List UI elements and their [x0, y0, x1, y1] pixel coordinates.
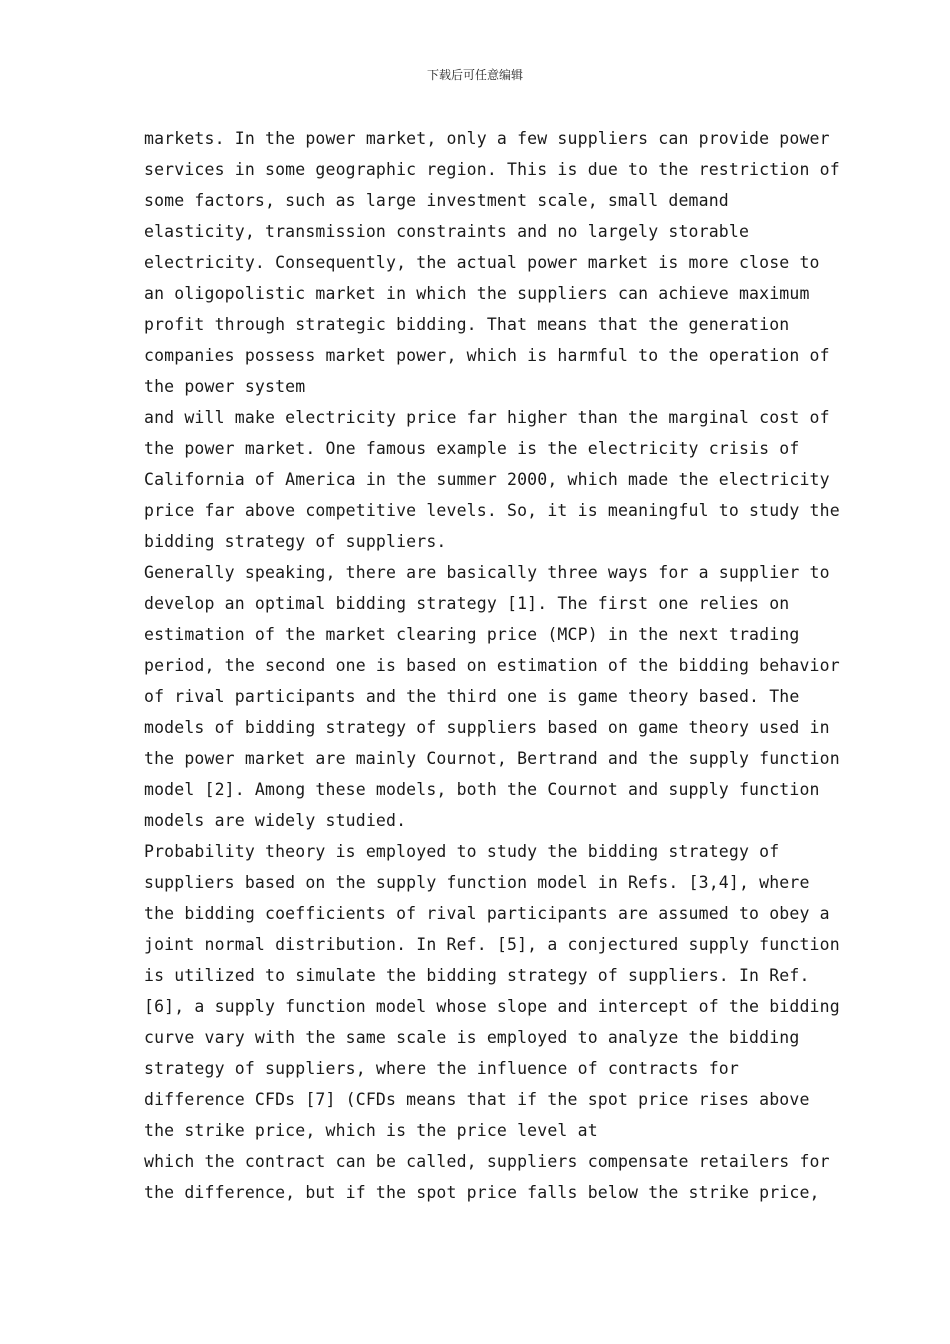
text-line: joint normal distribution. In Ref. [5], a conjectured supply function — [144, 935, 840, 954]
text-line: and will make electricity price far higher than the marginal cost of — [144, 408, 830, 427]
text-line: estimation of the market clearing price (MCP) in the next trading — [144, 625, 800, 644]
text-line: markets. In the power market, only a few suppliers can provide power — [144, 129, 830, 148]
text-line: suppliers based on the supply function model in Refs. [3,4], where — [144, 873, 810, 892]
text-line: electricity. Consequently, the actual power market is more close to — [144, 253, 820, 272]
text-line: Generally speaking, there are basically three ways for a supplier to — [144, 563, 830, 582]
text-line: model [2]. Among these models, both the Cournot and supply function — [144, 780, 820, 799]
text-line: Probability theory is employed to study the bidding strategy of — [144, 842, 780, 861]
text-line: the bidding coefficients of rival participants are assumed to obey a — [144, 904, 830, 923]
text-line: California of America in the summer 2000, which made the electricity — [144, 470, 830, 489]
text-line: of rival participants and the third one is game theory based. The — [144, 687, 800, 706]
text-line: elasticity, transmission constraints and no largely storable — [144, 222, 750, 241]
text-line: the power market. One famous example is the electricity crisis of — [144, 439, 800, 458]
text-line: some factors, such as large investment scale, small demand — [144, 191, 729, 210]
text-line: period, the second one is based on estimation of the bidding behavior — [144, 656, 840, 675]
text-line: is utilized to simulate the bidding strategy of suppliers. In Ref. — [144, 966, 810, 985]
text-line: the strike price, which is the price level at — [144, 1121, 598, 1140]
text-line: models are widely studied. — [144, 811, 407, 830]
body-text — [144, 123, 840, 1208]
text-line: which the contract can be called, suppliers compensate retailers for — [144, 1152, 830, 1171]
text-line: the difference, but if the spot price falls below the strike price, — [144, 1183, 820, 1202]
text-line: profit through strategic bidding. That means that the generation — [144, 315, 790, 334]
text-line: services in some geographic region. This is due to the restriction of — [144, 160, 840, 179]
text-line: the power market are mainly Cournot, Bertrand and the supply function — [144, 749, 840, 768]
text-line: curve vary with the same scale is employed to analyze the bidding — [144, 1028, 800, 1047]
text-line: develop an optimal bidding strategy [1]. The first one relies on — [144, 594, 790, 613]
text-line: models of bidding strategy of suppliers based on game theory used in — [144, 718, 830, 737]
text-line: companies possess market power, which is harmful to the operation of — [144, 346, 830, 365]
text-line: strategy of suppliers, where the influence of contracts for — [144, 1059, 739, 1078]
text-line: bidding strategy of suppliers. — [144, 532, 447, 551]
text-line: price far above competitive levels. So, it is meaningful to study the — [144, 501, 840, 520]
text-line: the power system — [144, 377, 306, 396]
page-header: 下载后可任意编辑 — [426, 68, 523, 82]
text-line: [6], a supply function model whose slope and intercept of the bidding — [144, 997, 840, 1016]
text-line: difference CFDs [7] (CFDs means that if the spot price rises above — [144, 1090, 810, 1109]
text-line: an oligopolistic market in which the suppliers can achieve maximum — [144, 284, 810, 303]
